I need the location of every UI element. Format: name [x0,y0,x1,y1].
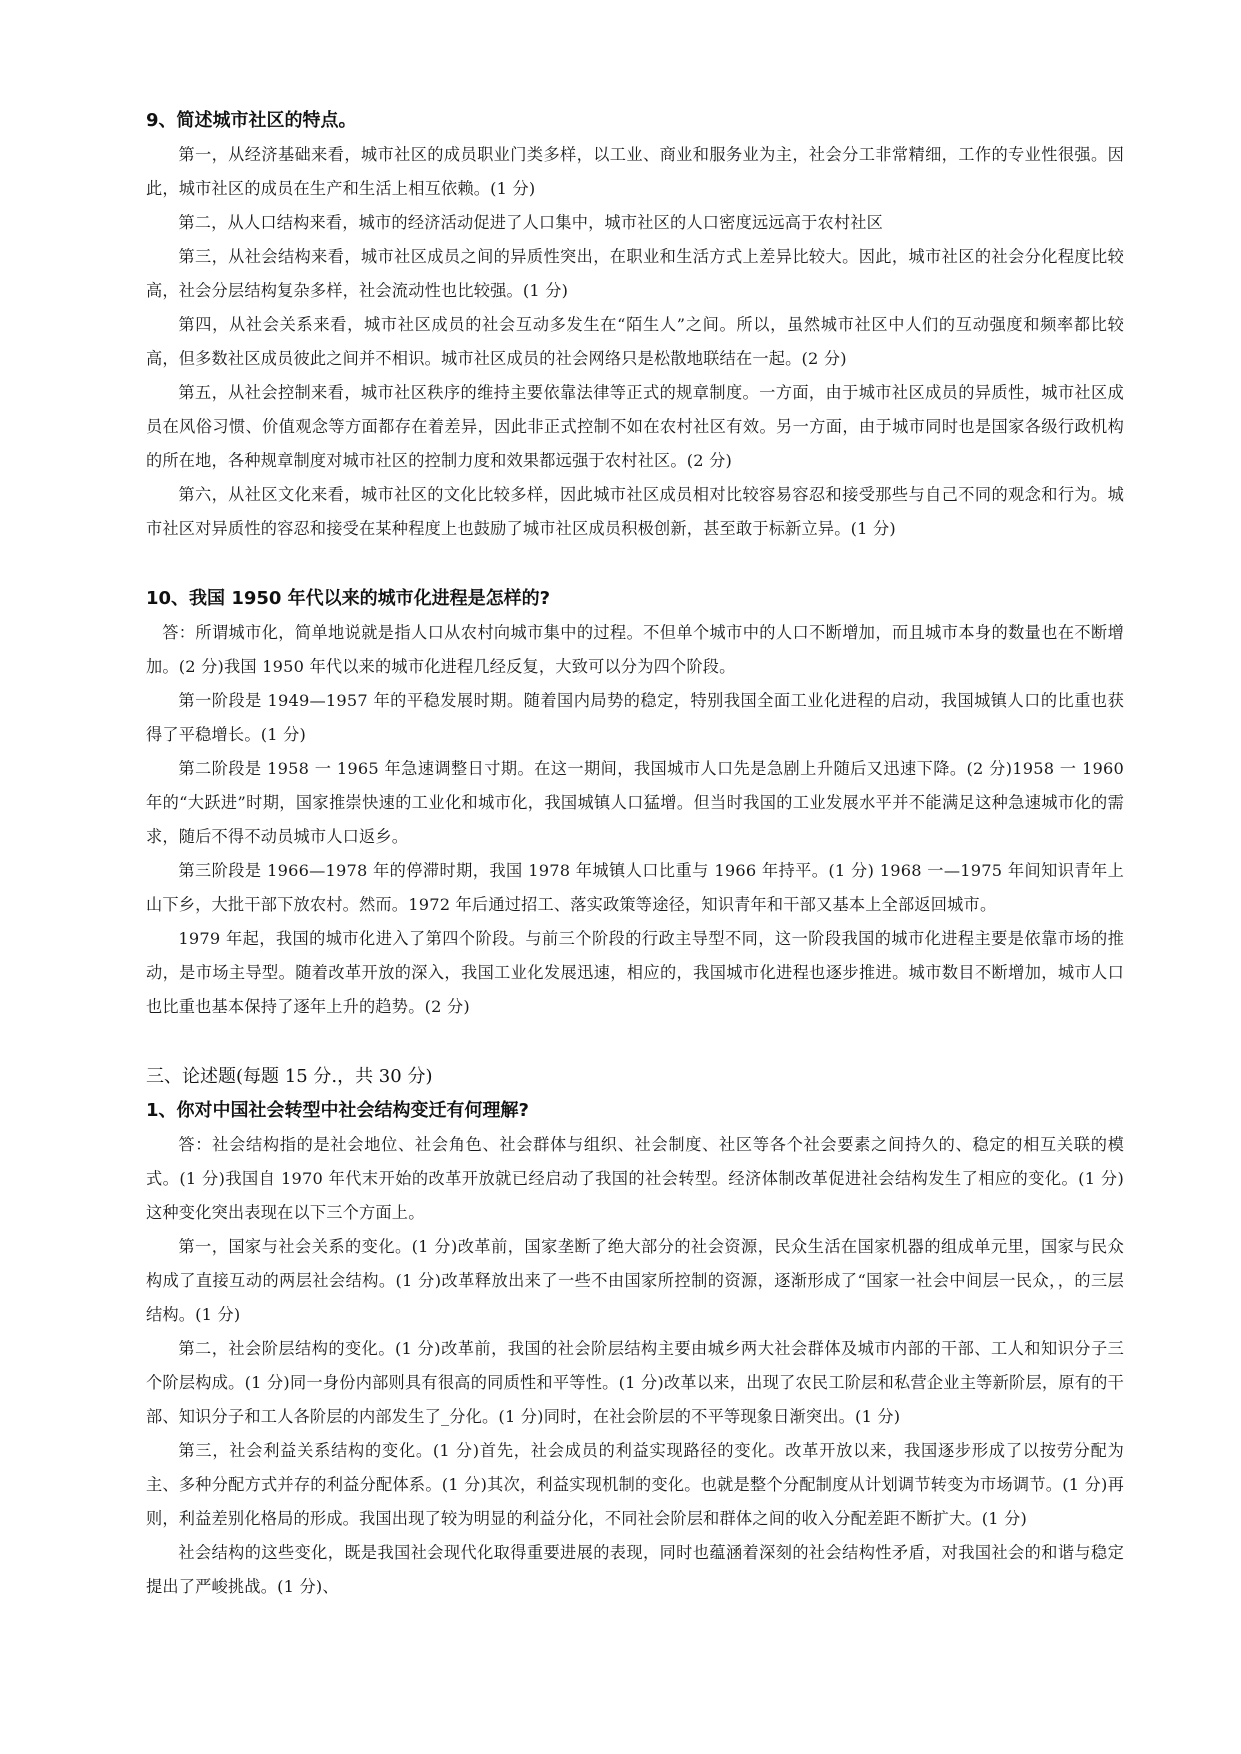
question-10-title: 10、我国 1950 年代以来的城市化进程是怎样的? [146,588,551,609]
section-gap [146,546,1124,582]
question-10-section [146,582,1124,1024]
essay-question-1-paragraph-5: 社会结构的这些变化，既是我国社会现代化取得重要进展的表现，同时也蕴涵着深刻的社会结构性矛盾，对我国社会的和谐与稳定提出了严峻挑战。(1 分)、 [146,1543,1124,1596]
essay-part-section [146,1060,1124,1604]
question-9-section [146,104,1124,546]
question-10-paragraph-5: 1979 年起，我国的城市化进入了第四个阶段。与前三个阶段的行政主导型不同，这一阶段我国的城市化进程主要是依靠市场的推动，是市场主导型。随着改革开放的深入，我国工业化发展迅速，相应的，我国城市化进程也逐步推进。城市数目不断增加，城市人口也比重也基本保持了逐年上升的趋势。(2 分) [146,929,1124,1016]
question-10-paragraph-2: 第一阶段是 1949—1957 年的平稳发展时期。随着国内局势的稳定，特别我国全面工业化进程的启动，我国城镇人口的比重也获得了平稳增长。(1 分) [146,691,1124,744]
question-9-paragraph-2: 第二，从人口结构来看，城市的经济活动促进了人口集中，城市社区的人口密度远远高于农村社区 [178,213,884,232]
essay-question-1-paragraph-1: 答：社会结构指的是社会地位、社会角色、社会群体与组织、社会制度、社区等各个社会要素之间持久的、稳定的相互关联的模式。(1 分)我国自 1970 年代末开始的改革开放就已经启动了我国的社会转型。经济体制改革促进社会结构发生了相应的变化。(1 分)这种变化突出表现在以下三个方面上。 [146,1135,1124,1222]
question-9-paragraph-4: 第四，从社会关系来看，城市社区成员的社会互动多发生在“陌生人”之间。所以，虽然城市社区中人们的互动强度和频率都比较高，但多数社区成员彼此之间并不相识。城市社区成员的社会网络只是松散地联结在一起。(2 分) [146,315,1124,368]
question-10-paragraph-3: 第二阶段是 1958 一 1965 年急速调整日寸期。在这一期间，我国城市人口先是急剧上升随后又迅速下降。(2 分)1958 一 1960 年的“大跃进”时期，国家推崇快速的工业化和城市化，我国城镇人口猛增。但当时我国的工业发展水平并不能满足这种急速城市化的需求，随后不得不动员城市人口返乡。 [146,759,1124,846]
question-9-paragraph-6: 第六，从社区文化来看，城市社区的文化比较多样，因此城市社区成员相对比较容易容忍和接受那些与自己不同的观念和行为。城市社区对异质性的容忍和接受在某种程度上也鼓励了城市社区成员积极创新，甚至敢于标新立异。(1 分) [146,485,1124,538]
essay-question-1-title: 1、你对中国社会转型中社会结构变迁有何理解? [146,1100,529,1121]
section-gap [146,1024,1124,1060]
essay-question-1-paragraph-3: 第二，社会阶层结构的变化。(1 分)改革前，我国的社会阶层结构主要由城乡两大社会群体及城市内部的干部、工人和知识分子三个阶层构成。(1 分)同一身份内部则具有很高的同质性和平等性。(1 分)改革以来，出现了农民工阶层和私营企业主等新阶层，原有的干部、知识分子和工人各阶层的内部发生了_分化。(1 分)同时，在社会阶层的不平等现象日渐突出。(1 分) [146,1339,1124,1426]
document-page [146,104,1124,1604]
question-9-paragraph-3: 第三，从社会结构来看，城市社区成员之间的异质性突出，在职业和生活方式上差异比较大。因此，城市社区的社会分化程度比较高，社会分层结构复杂多样，社会流动性也比较强。(1 分) [146,247,1124,300]
question-10-paragraph-4: 第三阶段是 1966—1978 年的停滞时期，我国 1978 年城镇人口比重与 1966 年持平。(1 分) 1968 一—1975 年间知识青年上山下乡，大批干部下放农村。然而。1972 年后通过招工、落实政策等途径，知识青年和干部又基本上全部返回城市。 [146,861,1124,914]
essay-question-1-paragraph-2: 第一，国家与社会关系的变化。(1 分)改革前，国家垄断了绝大部分的社会资源，民众生活在国家机器的组成单元里，国家与民众构成了直接互动的两层社会结构。(1 分)改革释放出来了一些不由国家所控制的资源，逐渐形成了“国家一社会中间层一民众，，的三层结构。(1 分) [146,1237,1124,1324]
question-9-paragraph-1: 第一，从经济基础来看，城市社区的成员职业门类多样，以工业、商业和服务业为主，社会分工非常精细，工作的专业性很强。因此，城市社区的成员在生产和生活上相互依赖。(1 分) [146,145,1124,198]
question-10-paragraph-1: 答：所谓城市化，简单地说就是指人口从农村向城市集中的过程。不但单个城市中的人口不断增加，而且城市本身的数量也在不断增加。(2 分)我国 1950 年代以来的城市化进程几经反复，大致可以分为四个阶段。 [146,623,1124,676]
essay-question-1-paragraph-4: 第三，社会利益关系结构的变化。(1 分)首先，社会成员的利益实现路径的变化。改革开放以来，我国逐步形成了以按劳分配为主、多种分配方式并存的利益分配体系。(1 分)其次，利益实现机制的变化。也就是整个分配制度从计划调节转变为市场调节。(1 分)再则，利益差别化格局的形成。我国出现了较为明显的利益分化，不同社会阶层和群体之间的收入分配差距不断扩大。(1 分) [146,1441,1124,1528]
question-9-paragraph-5: 第五，从社会控制来看，城市社区秩序的维持主要依靠法律等正式的规章制度。一方面，由于城市社区成员的异质性，城市社区成员在风俗习惯、价值观念等方面都存在着差异，因此非正式控制不如在农村社区有效。另一方面，由于城市同时也是国家各级行政机构的所在地，各种规章制度对城市社区的控制力度和效果都远强于农村社区。(2 分) [146,383,1124,470]
part-3-heading: 三、论述题(每题 15 分.，共 30 分) [146,1066,433,1087]
question-9-title: 9、简述城市社区的特点。 [146,110,357,131]
